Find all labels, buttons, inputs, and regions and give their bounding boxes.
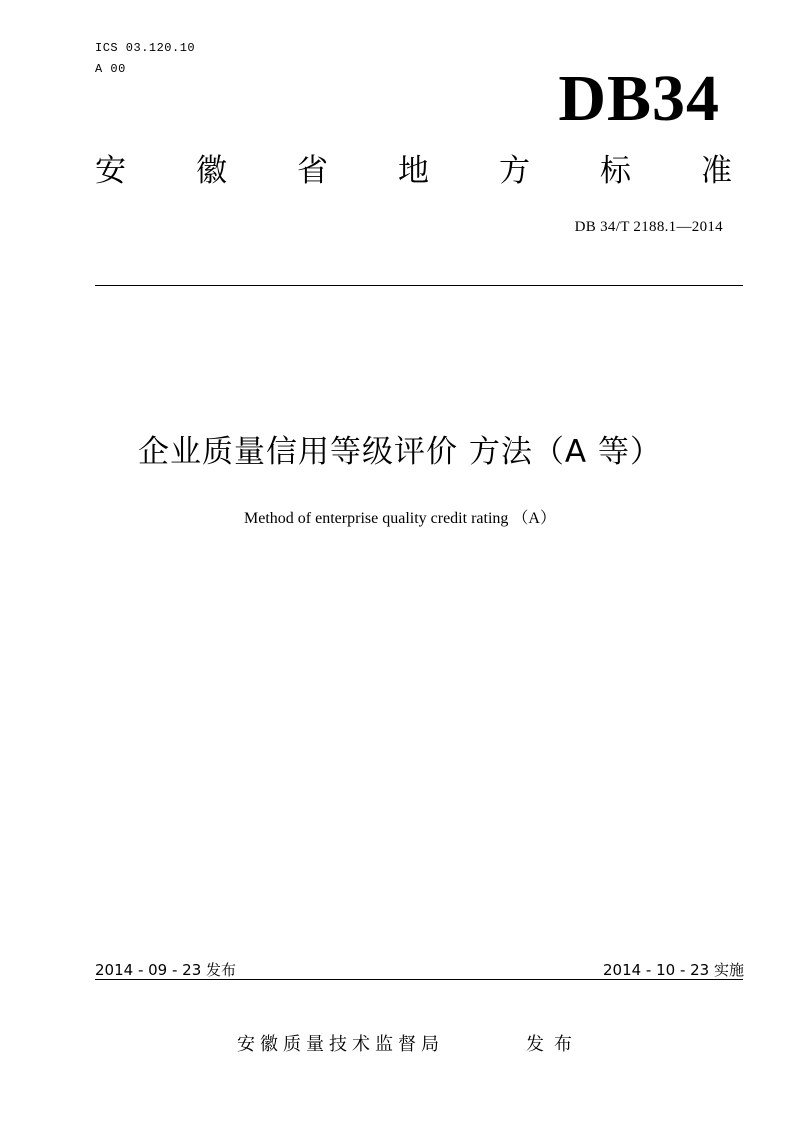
issuing-authority: 安徽质量技术监督局	[237, 1034, 444, 1055]
issue-label: 发布	[526, 1034, 582, 1055]
standard-type-heading	[95, 153, 732, 189]
issue-date: 2014 - 09 - 23 发布	[95, 961, 237, 979]
standard-type-char: 方	[499, 153, 530, 189]
footer-divider	[95, 979, 743, 980]
implementation-date: 2014 - 10 - 23 实施	[602, 961, 744, 979]
header-divider	[95, 285, 743, 286]
standard-number: DB 34/T 2188.1—2014	[574, 219, 723, 235]
standard-type-char: 地	[398, 153, 429, 189]
document-title-english: Method of enterprise quality credit rating （A）	[244, 510, 556, 527]
standard-type-char: 准	[701, 153, 732, 189]
standard-code-logo: DB34	[558, 62, 720, 135]
standard-type-char: 标	[600, 153, 631, 189]
standard-type-char: 徽	[196, 153, 227, 189]
standard-type-char: 安	[95, 153, 126, 189]
standard-type-char: 省	[297, 153, 328, 189]
document-title-chinese: 企业质量信用等级评价 方法（A 等）	[138, 434, 662, 470]
classification-code: A 00	[95, 62, 126, 76]
ics-code: ICS 03.120.10	[95, 41, 196, 55]
